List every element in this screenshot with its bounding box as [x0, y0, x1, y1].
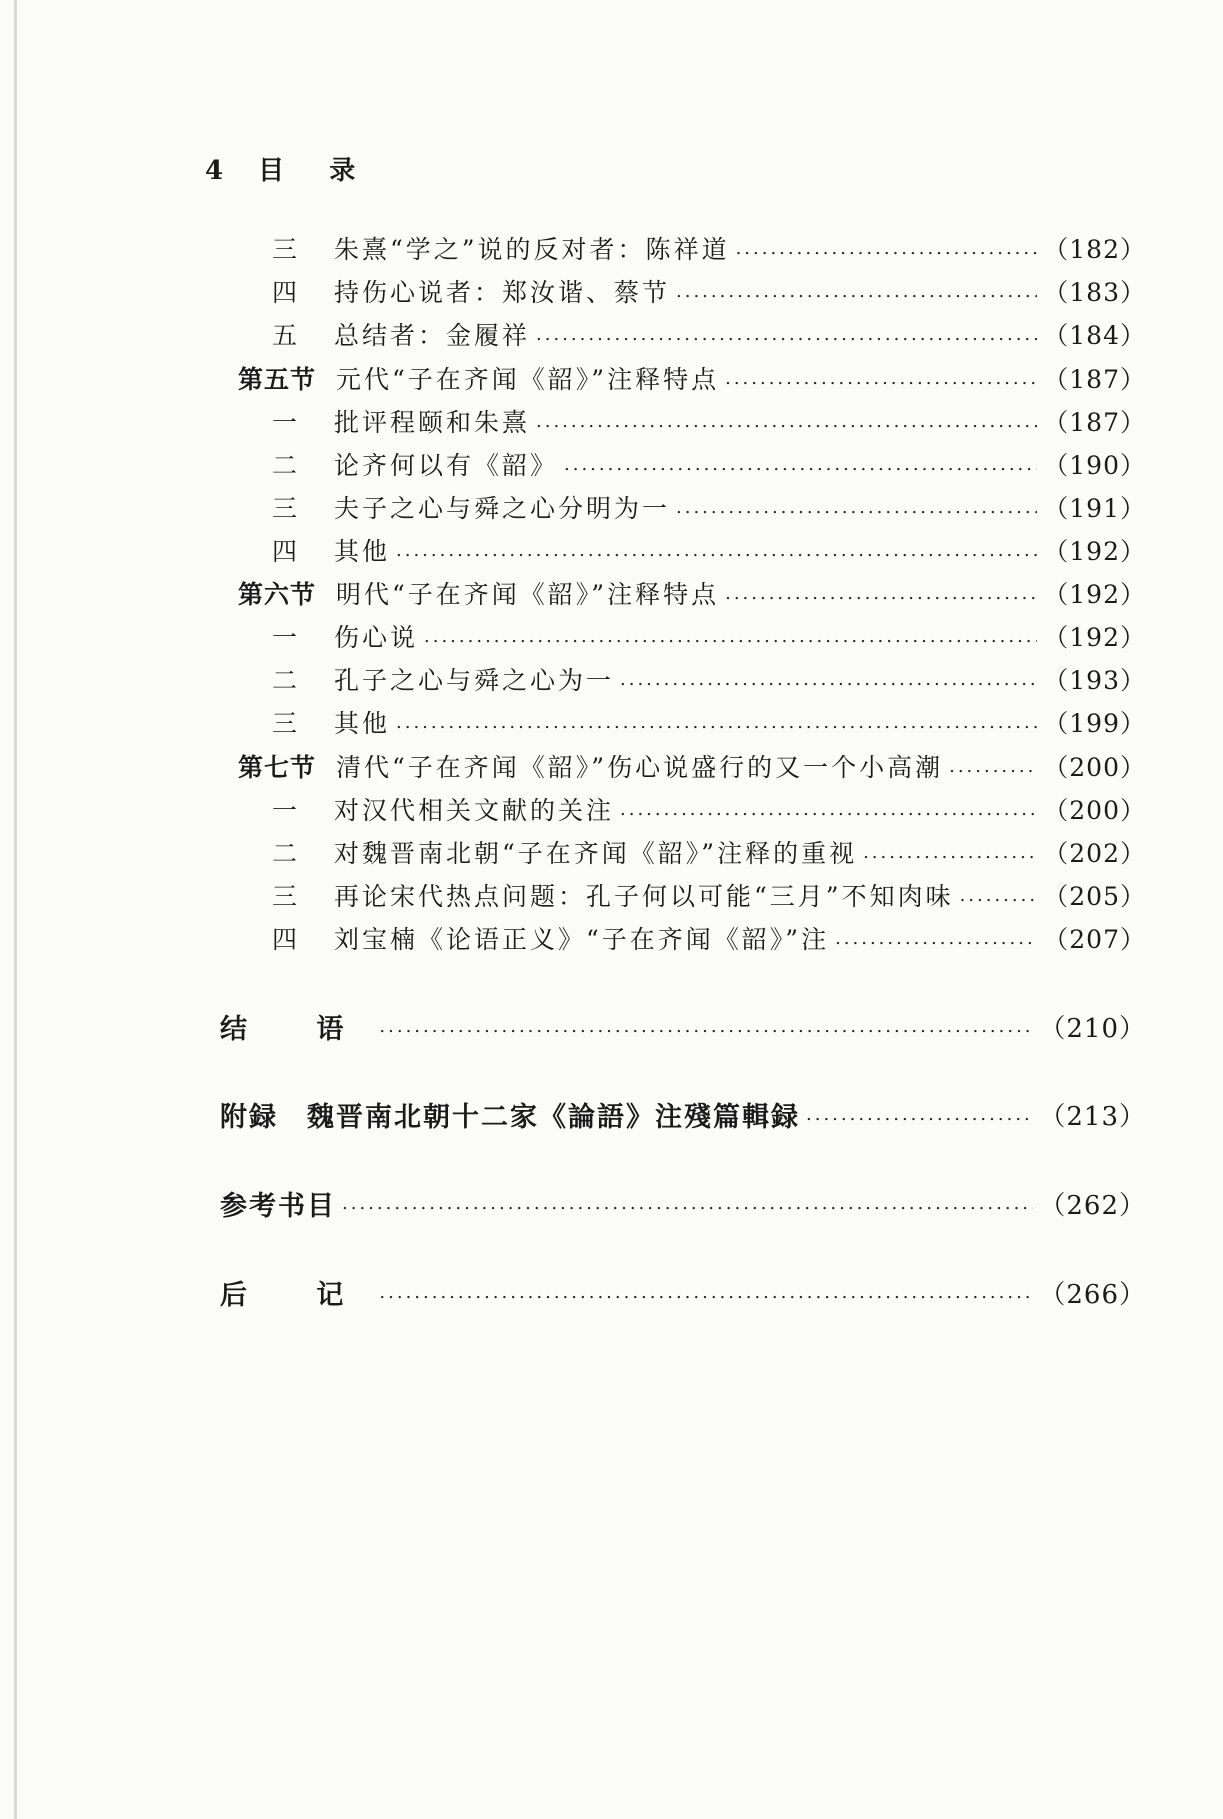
leader-dots: [725, 368, 1037, 389]
toc-entry[interactable]: [272, 401, 1146, 441]
section-label: 第七节: [238, 753, 317, 782]
toc-section-entry[interactable]: [238, 746, 1146, 786]
toc-entry[interactable]: [272, 918, 1146, 958]
leader-dots: [806, 1104, 1033, 1125]
entry-page: （191）: [1043, 494, 1146, 523]
binding-edge: [14, 0, 17, 1819]
toc-entry[interactable]: [272, 530, 1146, 570]
entry-number: 一: [272, 796, 298, 825]
entry-title: 元代“子在齐闻《韶》”注释特点: [336, 365, 720, 394]
leader-dots: [396, 712, 1037, 733]
entry-page: （192）: [1043, 580, 1146, 609]
toc-major-entry[interactable]: [220, 1006, 1146, 1046]
leader-dots: [620, 799, 1037, 820]
toc-entry[interactable]: [272, 789, 1146, 829]
entry-page: （190）: [1043, 451, 1146, 480]
leader-dots: [379, 1016, 1033, 1037]
entry-page: （192）: [1043, 623, 1146, 652]
entry-title: 朱熹“学之”说的反对者：陈祥道: [334, 235, 730, 264]
leader-dots: [949, 756, 1037, 777]
entry-number: 四: [272, 925, 298, 954]
entry-title: 孔子之心与舜之心为一: [334, 666, 615, 695]
entry-title: 其他: [334, 537, 391, 566]
entry-title: 再论宋代热点问题：孔子何以可能“三月”不知肉味: [334, 882, 954, 911]
leader-dots: [676, 497, 1037, 518]
toc-entry[interactable]: [272, 832, 1146, 872]
page-number: 4: [205, 156, 226, 186]
entry-page: （213）: [1039, 1101, 1146, 1132]
entry-title: 总结者：金履祥: [334, 321, 531, 350]
toc-entry[interactable]: [272, 487, 1146, 527]
entry-title: 持伤心说者：郑汝谐、蔡节: [334, 278, 671, 307]
entry-page: （210）: [1039, 1013, 1146, 1044]
entry-title: 明代“子在齐闻《韶》”注释特点: [336, 580, 720, 609]
entry-page: （187）: [1043, 408, 1146, 437]
entry-page: （202）: [1043, 839, 1146, 868]
leader-dots: [736, 238, 1038, 259]
leader-dots: [424, 626, 1037, 647]
entry-number: 二: [272, 451, 298, 480]
leader-dots: [536, 411, 1037, 432]
major-entry-title: 附録 魏晋南北朝十二家《論語》注殘篇輯録: [220, 1101, 800, 1133]
entry-number: 三: [272, 235, 298, 264]
major-entry-title: 参考书目: [220, 1190, 336, 1222]
entry-number: 三: [272, 709, 298, 738]
toc-major-entry[interactable]: [220, 1272, 1146, 1312]
entry-page: （207）: [1043, 925, 1146, 954]
leader-dots: [676, 281, 1037, 302]
entry-number: 二: [272, 666, 298, 695]
entry-page: （183）: [1043, 278, 1146, 307]
toc-entry[interactable]: [272, 875, 1146, 915]
entry-title: 对魏晋南北朝“子在齐闻《韶》”注释的重视: [334, 839, 858, 868]
toc-entry[interactable]: [272, 271, 1146, 311]
toc-entry[interactable]: [272, 444, 1146, 484]
leader-dots: [564, 454, 1037, 475]
major-entry-title: 后 记: [220, 1279, 374, 1311]
leader-dots: [863, 842, 1037, 863]
entry-page: （199）: [1043, 709, 1146, 738]
entry-page: （200）: [1043, 753, 1146, 782]
running-head-title: 目 录: [258, 156, 374, 186]
entry-title: 清代“子在齐闻《韶》”伤心说盛行的又一个小高潮: [336, 753, 944, 782]
entry-title: 批评程颐和朱熹: [334, 408, 531, 437]
leader-dots: [620, 669, 1037, 690]
toc-section-entry[interactable]: [238, 573, 1146, 613]
leader-dots: [342, 1193, 1033, 1214]
entry-page: （182）: [1043, 235, 1146, 264]
entry-number: 三: [272, 882, 298, 911]
toc-major-entry[interactable]: [220, 1094, 1146, 1134]
entry-number: 四: [272, 278, 298, 307]
leader-dots: [835, 928, 1037, 949]
leader-dots: [725, 583, 1037, 604]
entry-page: （266）: [1039, 1279, 1146, 1310]
running-head: [205, 150, 373, 187]
entry-page: （184）: [1043, 321, 1146, 350]
toc-entry[interactable]: [272, 702, 1146, 742]
toc-entry[interactable]: [272, 616, 1146, 656]
entry-title: 论齐何以有《韶》: [334, 451, 559, 480]
entry-page: （192）: [1043, 537, 1146, 566]
entry-page: （200）: [1043, 796, 1146, 825]
leader-dots: [396, 540, 1037, 561]
entry-title: 伤心说: [334, 623, 419, 652]
entry-page: （187）: [1043, 365, 1146, 394]
entry-page: （205）: [1043, 882, 1146, 911]
entry-number: 一: [272, 408, 298, 437]
leader-dots: [379, 1282, 1033, 1303]
entry-number: 二: [272, 839, 298, 868]
entry-title: 其他: [334, 709, 391, 738]
toc-entry[interactable]: [272, 659, 1146, 699]
toc-entry[interactable]: [272, 228, 1146, 268]
entry-page: （262）: [1039, 1190, 1146, 1221]
section-label: 第六节: [238, 580, 317, 609]
leader-dots: [536, 324, 1037, 345]
section-label: 第五节: [238, 365, 317, 394]
entry-page: （193）: [1043, 666, 1146, 695]
toc-section-entry[interactable]: [238, 358, 1146, 398]
entry-number: 三: [272, 494, 298, 523]
entry-title: 对汉代相关文献的关注: [334, 796, 615, 825]
entry-title: 刘宝楠《论语正义》“子在齐闻《韶》”注: [334, 925, 830, 954]
toc-entry[interactable]: [272, 314, 1146, 354]
major-entry-title: 结 语: [220, 1013, 374, 1045]
entry-number: 一: [272, 623, 298, 652]
entry-number: 五: [272, 321, 298, 350]
leader-dots: [960, 885, 1038, 906]
entry-title: 夫子之心与舜之心分明为一: [334, 494, 671, 523]
entry-number: 四: [272, 537, 298, 566]
toc-major-entry[interactable]: [220, 1183, 1146, 1223]
